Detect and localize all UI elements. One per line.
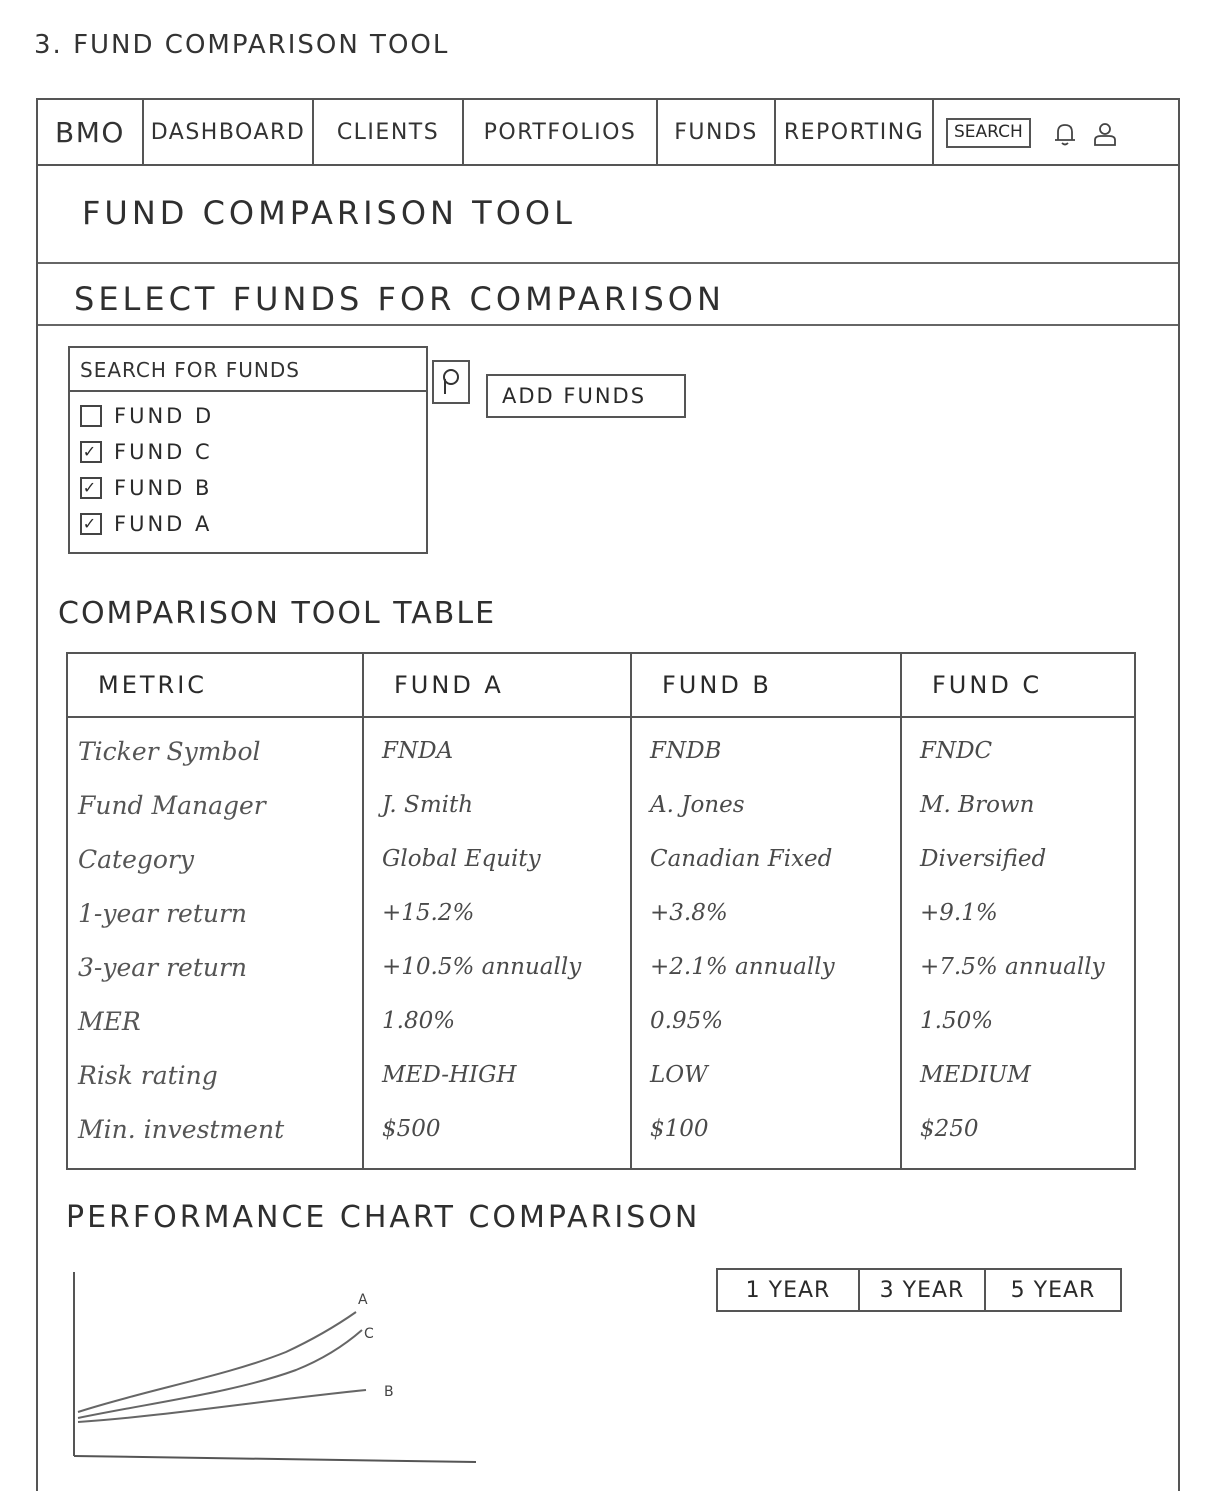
table-cell: A. Jones: [650, 792, 745, 818]
period-selector: [716, 1268, 1120, 1312]
period-5-year-button[interactable]: 5 YEAR: [984, 1268, 1122, 1312]
table-cell: 1-year return: [78, 898, 248, 928]
fund-option-label: FUND C: [114, 440, 213, 464]
table-cell: +15.2%: [382, 900, 475, 926]
nav-dashboard[interactable]: DASHBOARD: [144, 100, 314, 164]
series-b-line: [78, 1390, 366, 1422]
comparison-table-heading: COMPARISON TOOL TABLE: [58, 596, 497, 631]
table-cell: +9.1%: [920, 900, 998, 926]
table-cell: $500: [382, 1116, 441, 1142]
table-cell: FNDC: [920, 738, 993, 764]
search-icon: [439, 367, 463, 397]
add-funds-button[interactable]: ADD FUNDS: [486, 374, 686, 418]
fund-search-input[interactable]: SEARCH FOR FUNDS: [70, 348, 426, 392]
fund-option-d[interactable]: [80, 398, 416, 434]
table-cell: MEDIUM: [920, 1062, 1031, 1088]
fund-search-panel: [68, 346, 428, 554]
fund-search-button[interactable]: [432, 360, 470, 404]
page-caption: 3. FUND COMPARISON TOOL: [34, 30, 450, 60]
table-cell: 3-year return: [78, 952, 248, 982]
x-axis: [74, 1456, 476, 1462]
checkbox[interactable]: ✓: [80, 441, 102, 463]
page-title: FUND COMPARISON TOOL: [82, 194, 576, 232]
bell-icon[interactable]: [1051, 120, 1079, 148]
comparison-table: [66, 652, 1136, 1170]
table-body: [68, 718, 1134, 1168]
table-cell: Diversified: [920, 846, 1047, 872]
nav-portfolios[interactable]: PORTFOLIOS: [464, 100, 658, 164]
table-cell: Risk rating: [78, 1060, 218, 1090]
table-cell: 0.95%: [650, 1008, 724, 1034]
table-cell: Global Equity: [382, 846, 541, 872]
table-cell: 1.50%: [920, 1008, 994, 1034]
fund-option-a[interactable]: [80, 506, 416, 542]
table-cell: FNDA: [382, 738, 454, 764]
column-header: FUND B: [632, 654, 902, 716]
fund-option-label: FUND B: [114, 476, 213, 500]
table-cell: LOW: [650, 1062, 708, 1088]
table-cell: MED-HIGH: [382, 1062, 517, 1088]
column-header: FUND C: [932, 671, 1043, 699]
table-cell: Ticker Symbol: [78, 736, 261, 766]
app-window: [36, 98, 1180, 1491]
nav-clients[interactable]: CLIENTS: [314, 100, 464, 164]
fund-b-column: [632, 718, 902, 1168]
period-3-year-button[interactable]: 3 YEAR: [858, 1268, 986, 1312]
fund-option-label: FUND A: [114, 512, 213, 536]
nav-search-button[interactable]: SEARCH: [946, 118, 1031, 148]
fund-option-b[interactable]: [80, 470, 416, 506]
column-header: FUND A: [364, 654, 632, 716]
table-cell: FNDB: [650, 738, 722, 764]
fund-c-column: [902, 718, 1134, 1168]
period-1-year-button[interactable]: 1 YEAR: [716, 1268, 860, 1312]
column-header: METRIC: [68, 654, 364, 716]
nav-reporting[interactable]: REPORTING: [776, 100, 934, 164]
divider: [38, 324, 1178, 326]
table-cell: 1.80%: [382, 1008, 456, 1034]
checkbox[interactable]: ✓: [80, 513, 102, 535]
series-label-c: C: [364, 1326, 374, 1342]
table-cell: MER: [78, 1006, 141, 1036]
table-cell: +3.8%: [650, 900, 728, 926]
fund-list: [70, 392, 426, 548]
table-header-row: [68, 654, 1134, 718]
fund-option-c[interactable]: [80, 434, 416, 470]
performance-chart: [66, 1266, 486, 1466]
top-nav: [38, 100, 1178, 166]
table-cell: $250: [920, 1116, 979, 1142]
table-cell: +7.5% annually: [920, 954, 1105, 980]
table-cell: Category: [78, 844, 195, 874]
checkbox[interactable]: [80, 405, 102, 427]
table-cell: M. Brown: [920, 792, 1035, 818]
table-cell: Canadian Fixed: [650, 846, 833, 872]
table-cell: Fund Manager: [78, 790, 266, 820]
series-label-b: B: [384, 1384, 394, 1400]
fund-option-label: FUND D: [114, 404, 215, 428]
checkbox[interactable]: ✓: [80, 477, 102, 499]
brand-logo[interactable]: BMO: [38, 100, 144, 164]
fund-a-column: [364, 718, 632, 1168]
table-cell: J. Smith: [382, 792, 474, 818]
divider: [38, 262, 1178, 264]
performance-chart-heading: PERFORMANCE CHART COMPARISON: [66, 1200, 701, 1235]
table-cell: Min. investment: [78, 1114, 285, 1144]
select-funds-heading: SELECT FUNDS FOR COMPARISON: [74, 280, 725, 318]
nav-funds[interactable]: FUNDS: [658, 100, 776, 164]
series-label-a: A: [358, 1292, 368, 1308]
table-cell: +2.1% annually: [650, 954, 835, 980]
table-cell: $100: [650, 1116, 709, 1142]
table-cell: +10.5% annually: [382, 954, 582, 980]
user-icon[interactable]: [1091, 120, 1119, 148]
metric-column: [68, 718, 364, 1168]
